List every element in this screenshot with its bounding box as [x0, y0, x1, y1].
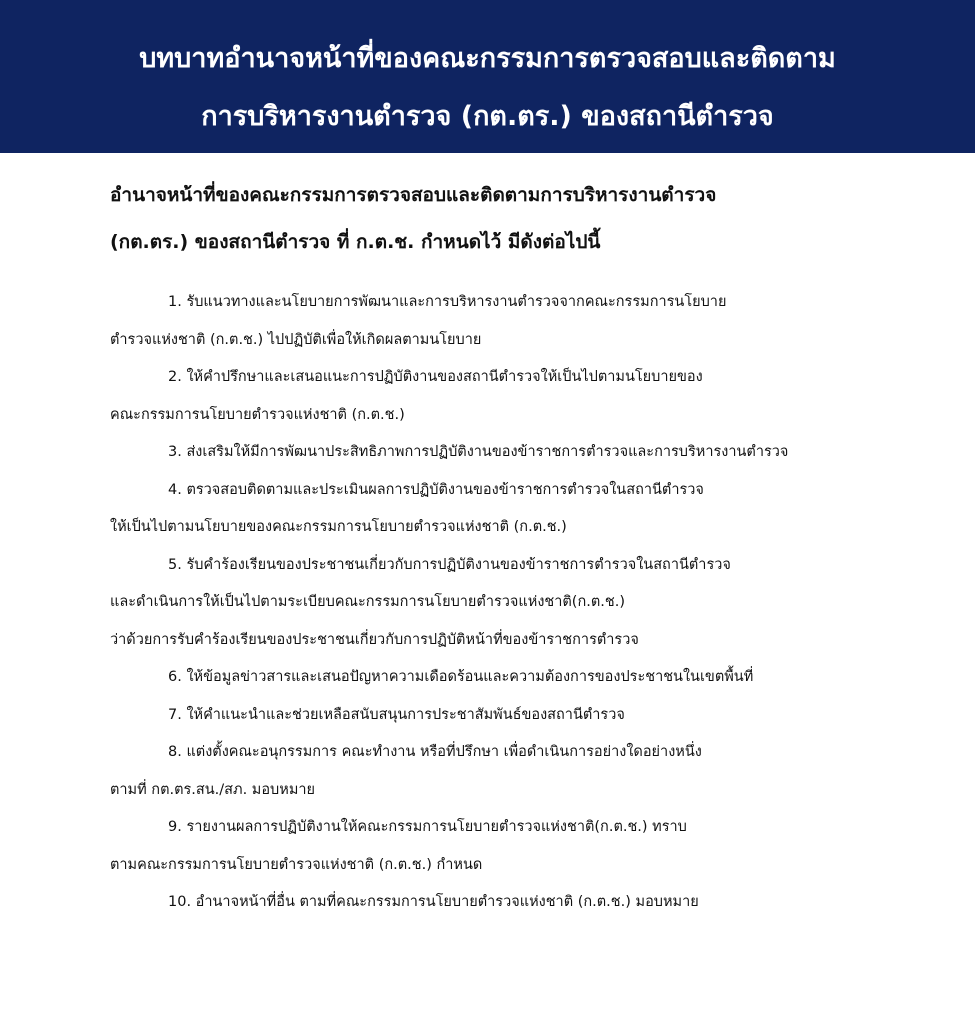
list-item	[110, 734, 870, 809]
title-banner	[0, 0, 975, 153]
list-item	[110, 884, 870, 922]
list-item-text: 1. รับแนวทางและนโยบายการพัฒนาและการบริหารงานตำรวจจากคณะกรรมการนโยบาย	[168, 294, 727, 310]
list-item-text: 3. ส่งเสริมให้มีการพัฒนาประสิทธิภาพการปฏิบัติงานของข้าราชการตำรวจและการบริหารงานตำรวจ	[168, 444, 789, 460]
list-item	[110, 284, 870, 359]
list-item-text: ให้เป็นไปตามนโยบายของคณะกรรมการนโยบายตำรวจแห่งชาติ (ก.ต.ช.)	[110, 519, 567, 535]
list-item-text: 8. แต่งตั้งคณะอนุกรรมการ คณะทำงาน หรือที่ปรึกษา เพื่อดำเนินการอย่างใดอย่างหนึ่ง	[168, 744, 702, 760]
list-item-text: ตามที่ กต.ตร.สน./สภ. มอบหมาย	[110, 781, 316, 798]
page-title-line-1: บทบาทอำนาจหน้าที่ของคณะกรรมการตรวจสอบและติดตาม	[139, 43, 836, 74]
list-item	[110, 359, 870, 434]
list-item-text: 6. ให้ข้อมูลข่าวสารและเสนอปัญหาความเดือดร้อนและความต้องการของประชาชนในเขตพื้นที่	[168, 669, 754, 685]
list-item-text: 4. ตรวจสอบติดตามและประเมินผลการปฏิบัติงานของข้าราชการตำรวจในสถานีตำรวจ	[168, 481, 704, 498]
list-item-text: ว่าด้วยการรับคำร้องเรียนของประชาชนเกี่ยวกับการปฏิบัติหน้าที่ของข้าราชการตำรวจ	[110, 631, 639, 648]
list-item-text: 5. รับคำร้องเรียนของประชาชนเกี่ยวกับการปฏิบัติงานของข้าราชการตำรวจในสถานีตำรวจ	[168, 556, 731, 573]
list-item-text: และดำเนินการให้เป็นไปตามระเบียบคณะกรรมการนโยบายตำรวจแห่งชาติ(ก.ต.ช.)	[110, 594, 625, 610]
section-heading-line-2: (กต.ตร.) ของสถานีตำรวจ ที่ ก.ต.ช. กำหนดไว้ มีดังต่อไปนี้	[110, 231, 601, 253]
list-item	[110, 809, 870, 884]
page-title-line-2: การบริหารงานตำรวจ (กต.ตร.) ของสถานีตำรวจ	[201, 101, 774, 132]
duties-list	[110, 284, 870, 922]
list-item	[110, 659, 870, 697]
list-item-text: ตำรวจแห่งชาติ (ก.ต.ช.) ไปปฏิบัติเพื่อให้เกิดผลตามนโยบาย	[110, 331, 482, 348]
list-item-text: 7. ให้คำแนะนำและช่วยเหลือสนับสนุนการประชาสัมพันธ์ของสถานีตำรวจ	[168, 706, 625, 723]
list-item-text: 10. อำนาจหน้าที่อื่น ตามที่คณะกรรมการนโยบายตำรวจแห่งชาติ (ก.ต.ช.) มอบหมาย	[168, 894, 699, 910]
list-item	[110, 434, 870, 472]
list-item-text: 9. รายงานผลการปฏิบัติงานให้คณะกรรมการนโยบายตำรวจแห่งชาติ(ก.ต.ช.) ทราบ	[168, 819, 687, 835]
list-item	[110, 472, 870, 547]
list-item-text: คณะกรรมการนโยบายตำรวจแห่งชาติ (ก.ต.ช.)	[110, 406, 405, 423]
section-heading	[110, 172, 870, 266]
list-item-text: ตามคณะกรรมการนโยบายตำรวจแห่งชาติ (ก.ต.ช.) กำหนด	[110, 856, 483, 873]
list-item	[110, 547, 870, 660]
list-item-text: 2. ให้คำปรึกษาและเสนอแนะการปฏิบัติงานของสถานีตำรวจให้เป็นไปตามนโยบายของ	[168, 369, 703, 385]
section-heading-line-1: อำนาจหน้าที่ของคณะกรรมการตรวจสอบและติดตามการบริหารงานตำรวจ	[110, 184, 717, 206]
list-item	[110, 697, 870, 735]
